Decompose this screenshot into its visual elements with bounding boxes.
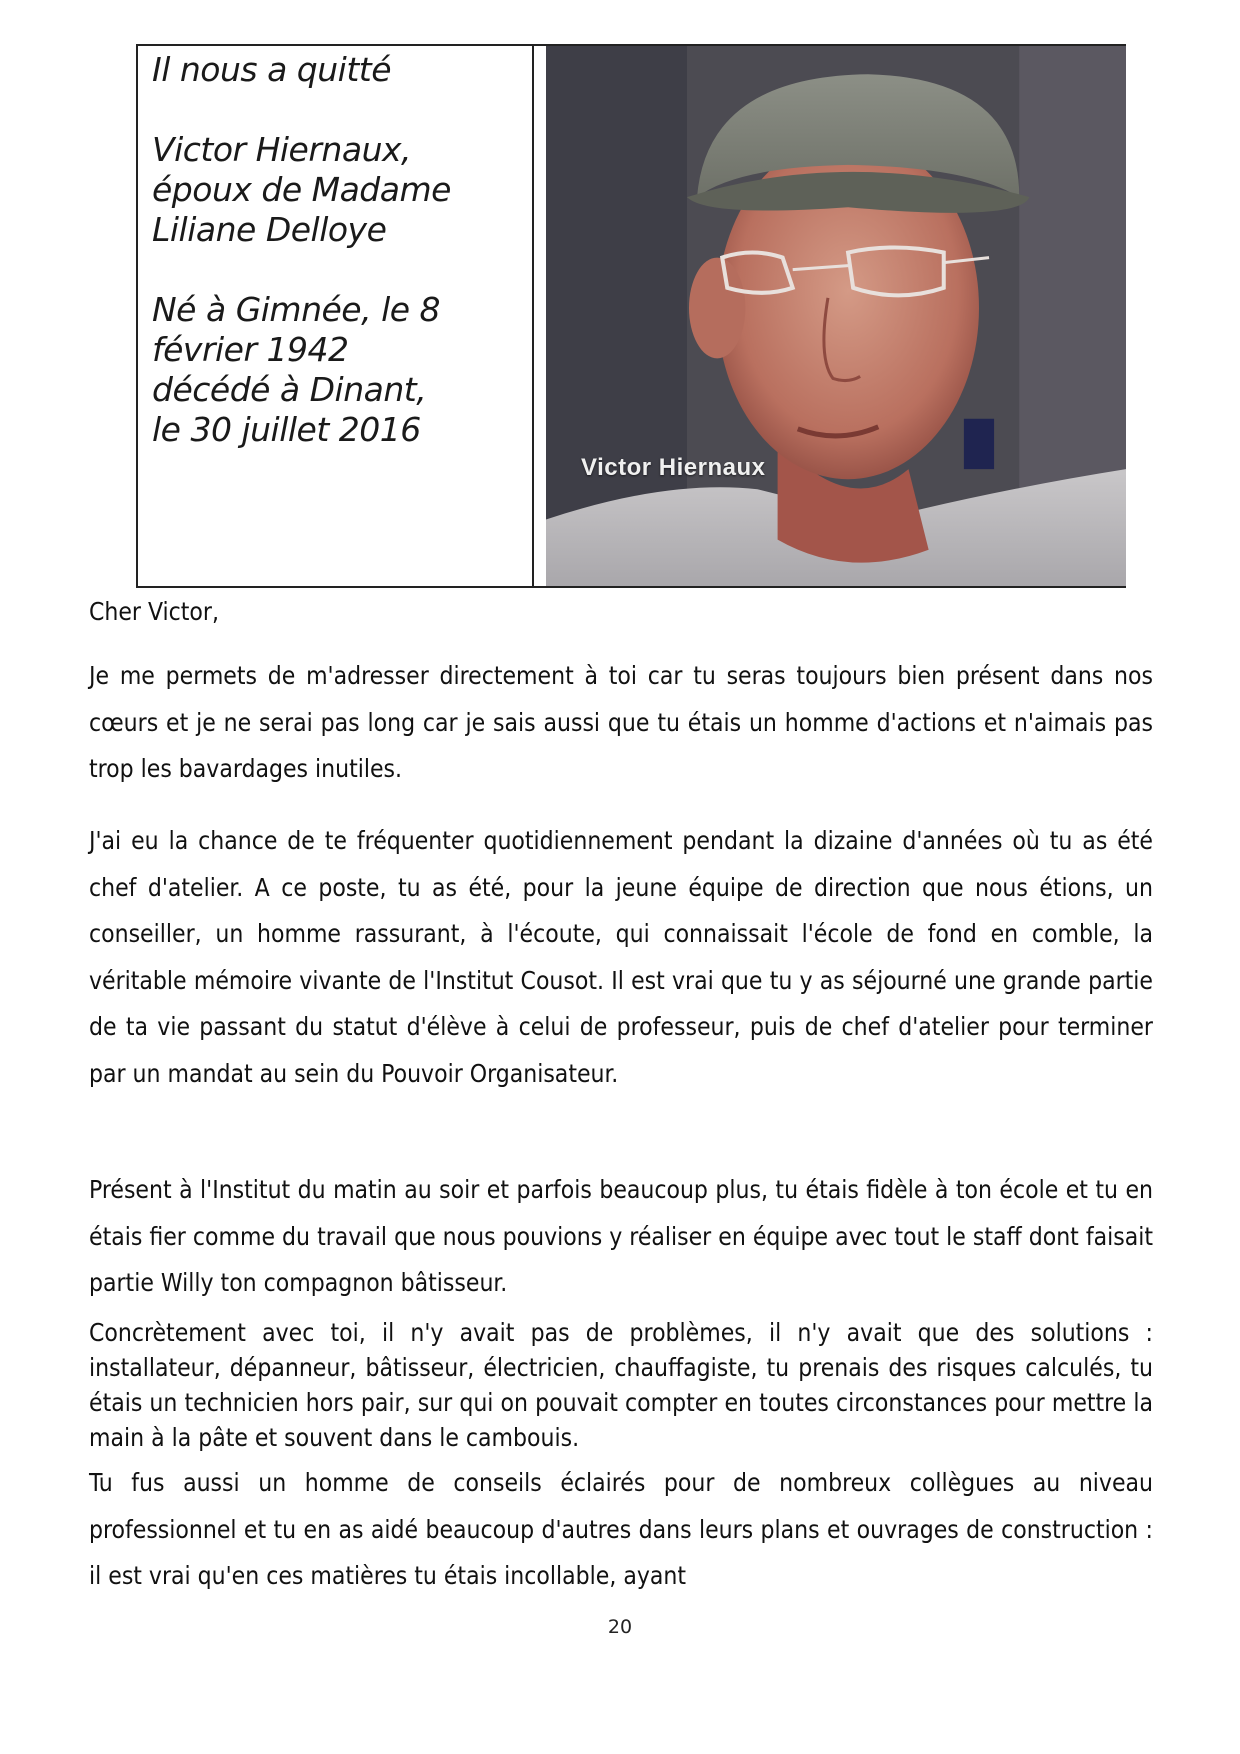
memorial-text-cell: [136, 46, 534, 586]
portrait-photo: [546, 46, 1126, 586]
portrait-illustration: [546, 46, 1126, 586]
name-line: Liliane Delloye: [152, 210, 387, 249]
paragraph-text: Présent à l'Institut du matin au soir et parfois beaucoup plus, tu étais fidèle à ton école et tu en étais fier comme du travail que nous pouvions y réaliser en équipe avec tout le staff dont faisait partie Willy ton compagnon bâtisseur.: [89, 1175, 1153, 1297]
page-number: 20: [607, 1616, 633, 1638]
paragraph: [89, 1460, 1153, 1600]
name-line: époux de Madame: [152, 170, 451, 209]
paragraph-text: J'ai eu la chance de te fréquenter quotidiennement pendant la dizaine d'années où tu as été chef d'atelier. A ce poste, tu as été, pour la jeune équipe de direction que nous étions, un conseiller, un homme rassurant, à l'écoute, qui connaissait l'école de fond en comble, la véritable mémoire vivante de l'Institut Cousot. Il est vrai que tu y as séjourné une grande partie de ta vie passant du statut d'élève à celui de professeur, puis de chef d'atelier pour terminer par un mandat au sein du Pouvoir Organisateur.: [89, 826, 1153, 1088]
memorial-header: [136, 44, 1126, 588]
letter-greeting: [89, 597, 1153, 626]
dates-line: le 30 juillet 2016: [152, 410, 421, 449]
paragraph: [89, 1167, 1153, 1307]
paragraph-text: Tu fus aussi un homme de conseils éclairés pour de nombreux collègues au niveau professionnel et tu en as aidé beaucoup d'autres dans leurs plans et ouvrages de construction : il est vrai qu'en ces matières tu étais incollable, ayant: [89, 1468, 1153, 1590]
photo-caption: Victor Hiernaux: [581, 454, 766, 481]
name-line: Victor Hiernaux,: [152, 130, 411, 169]
dates-line: février 1942: [152, 330, 349, 369]
paragraph-text: Je me permets de m'adresser directement à toi car tu seras toujours bien présent dans nos cœurs et je ne serai pas long car je sais aussi que tu étais un homme d'actions et n'aimais pas trop les bavardages inutiles.: [89, 661, 1153, 783]
paragraph: [89, 653, 1153, 793]
dates-line: décédé à Dinant,: [152, 370, 427, 409]
paragraph: [89, 1315, 1153, 1455]
greeting-text: Cher Victor,: [89, 597, 219, 626]
paragraph: [89, 818, 1153, 1097]
paragraph-text: Concrètement avec toi, il n'y avait pas de problèmes, il n'y avait que des solutions : installateur, dépanneur, bâtisseur, électricien, chauffagiste, tu prenais des risques calculés, tu étais un technicien hors pair, sur qui on pouvait compter en toutes circonstances pour mettre la main à la pâte et souvent dans le cambouis.: [89, 1318, 1153, 1452]
dates-line: Né à Gimnée, le 8: [152, 290, 441, 329]
memorial-title: Il nous a quitté: [152, 50, 392, 89]
